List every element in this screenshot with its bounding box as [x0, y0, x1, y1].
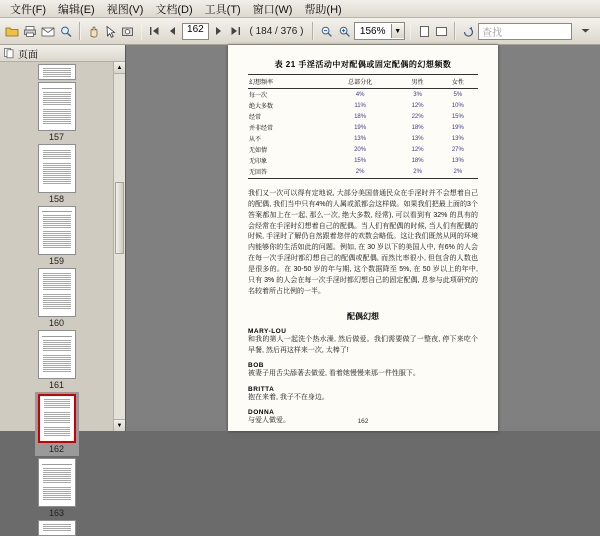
menu-file[interactable]: 文件(F) [10, 3, 47, 16]
scroll-down-arrow[interactable]: ▼ [114, 419, 125, 431]
list-item[interactable] [38, 268, 76, 328]
fit-page-icon[interactable] [416, 21, 431, 42]
page-coordinates: ( 184 / 376 ) [249, 25, 304, 37]
table-row [248, 89, 478, 101]
menu-edit[interactable]: 编辑(E) [58, 3, 95, 16]
table-cell-female: 15% [451, 113, 464, 120]
thumbnail-page-current[interactable] [38, 394, 76, 443]
table-cell-male: 18% [411, 157, 424, 164]
table-header-cell: 总部分化 [323, 75, 398, 89]
table-cell-label: 无印象 [249, 159, 268, 165]
speech-text: 与爱人做爱。 [248, 417, 290, 425]
zoom-in-icon[interactable] [336, 21, 351, 42]
thumbnail-list[interactable] [0, 62, 113, 518]
search-dropdown-icon[interactable] [575, 21, 596, 42]
table-cell-total: 13% [354, 135, 367, 142]
sidebar-header [0, 45, 125, 62]
sidebar-title: 页面 [18, 49, 38, 61]
table-cell-female: 2% [438, 166, 478, 179]
thumbnail-page[interactable] [38, 64, 76, 80]
table-cell-total: 2% [323, 166, 398, 179]
table-row [248, 111, 478, 122]
table-cell-label: 从不 [249, 137, 262, 143]
thumbnail-page[interactable] [38, 330, 76, 379]
table-cell-female: 10% [451, 102, 464, 109]
toolbar [0, 18, 600, 45]
chevron-down-icon[interactable]: ▼ [391, 24, 404, 38]
table-cell-label: 无回答 [248, 166, 323, 179]
table-cell-male: 3% [413, 91, 422, 98]
page-viewer[interactable] [126, 45, 600, 431]
table-row [248, 122, 478, 133]
thumbnail-page[interactable] [38, 206, 76, 255]
menu-view[interactable]: 视图(V) [106, 3, 144, 16]
list-item[interactable] [38, 82, 76, 142]
list-item[interactable] [38, 330, 76, 390]
thumbnail-page[interactable] [38, 82, 76, 131]
zoom-level-select[interactable] [354, 22, 405, 40]
table-title: 表 21 手淫活动中对配偶或固定配偶的幻想频数 [274, 60, 452, 69]
table-cell-total: 20% [354, 146, 367, 153]
list-item[interactable] [38, 206, 76, 266]
speaker-name: DONNA [248, 409, 275, 417]
next-page-icon[interactable] [211, 21, 226, 42]
thumbnail-page[interactable] [38, 520, 76, 536]
table-cell-label: 绝大多数 [249, 104, 274, 110]
speech-text: 和我的第人一起洗个热水澡, 然后做爱。我们需要做了一整夜, 停下来吃个早餐, 然后再这样来一次, 太棒了! [248, 336, 478, 354]
table-header-cell: 男性 [397, 75, 437, 89]
table-cell-female: 5% [453, 91, 463, 98]
first-page-icon[interactable] [147, 21, 162, 42]
rotate-icon[interactable] [461, 21, 476, 42]
scroll-up-arrow[interactable]: ▲ [114, 62, 125, 74]
thumbnail-page-number: 162 [48, 444, 65, 454]
table-cell-label: 经常 [249, 115, 262, 121]
thumbnail-page[interactable] [38, 144, 76, 193]
toolbar-separator-4 [410, 22, 412, 40]
table-row [248, 144, 478, 155]
menu-tools[interactable]: 工具(T) [204, 3, 241, 16]
table-row [248, 100, 478, 111]
menu-bar [0, 0, 600, 18]
thumbnail-page-number: 157 [48, 132, 65, 142]
table-cell-female: 13% [451, 135, 464, 142]
table-cell-label: 无如情 [249, 148, 268, 154]
document-page [228, 45, 498, 431]
email-icon[interactable] [40, 21, 56, 42]
toolbar-separator-2 [141, 22, 143, 40]
prev-page-icon[interactable] [165, 21, 180, 42]
speaker-name: BRITTA [248, 385, 275, 393]
table-cell-total: 15% [354, 157, 367, 164]
section-title: 配偶幻想 [347, 312, 379, 322]
table-cell-male: 2% [397, 166, 437, 179]
thumbnail-page-number: 163 [48, 508, 65, 518]
menu-window[interactable]: 窗口(W) [252, 3, 293, 16]
menu-help[interactable]: 帮助(H) [304, 3, 342, 16]
table-row [248, 166, 478, 179]
table-cell-male: 13% [411, 135, 424, 142]
table-cell-label: 每一次 [249, 93, 268, 99]
table-cell-female: 27% [451, 146, 464, 153]
sidebar-body [0, 62, 125, 518]
table-cell-male: 18% [411, 124, 424, 131]
table-cell-male: 22% [411, 113, 424, 120]
speech-text: 被妻子用舌尖舔著去做爱, 看着她慢慢来那一件性服下。 [248, 370, 420, 378]
thumbnail-page-number: 159 [48, 256, 65, 266]
fit-width-icon[interactable] [434, 21, 449, 42]
sidebar-scrollbar[interactable] [113, 62, 125, 431]
data-table [248, 74, 478, 179]
table-cell-total: 11% [354, 102, 366, 109]
search-area [478, 21, 596, 42]
toolbar-separator-5 [454, 22, 456, 40]
table-header-row [248, 75, 478, 89]
search-tool-icon[interactable] [58, 21, 74, 42]
thumbnail-page[interactable] [38, 458, 76, 507]
list-item[interactable] [38, 64, 76, 80]
table-cell-male: 12% [411, 146, 424, 153]
main-area [0, 45, 600, 518]
last-page-icon[interactable] [228, 21, 243, 42]
search-input[interactable]: 查找 [478, 23, 572, 40]
list-item[interactable] [38, 520, 76, 536]
speech-text: 抱在来着, 我子不在身边。 [248, 393, 329, 401]
print-icon[interactable] [22, 21, 38, 42]
table-cell-total: 18% [354, 113, 367, 120]
open-folder-icon[interactable] [4, 21, 20, 42]
sidebar [0, 45, 126, 518]
page-folio: 162 [357, 418, 369, 425]
thumbnail-page-number: 158 [48, 194, 65, 204]
toolbar-separator [79, 22, 81, 40]
table-row [248, 133, 478, 144]
hand-tool-icon[interactable] [86, 21, 101, 42]
toolbar-separator-3 [312, 22, 314, 40]
list-item-selected[interactable] [35, 392, 79, 456]
speaker-name: MARY-LOU [248, 328, 287, 336]
table-row [248, 155, 478, 166]
pages-panel-icon [4, 48, 14, 58]
snapshot-icon[interactable] [120, 21, 135, 42]
body-paragraph: 我们又一次可以得有定地说, 大部分美国普通民众在手淫时并不会想着自己的配偶, 我们当中只有4%的人属或派都会这样做。如果我们把最上面的3个答案都加上在一起, 那么一次, 绝大多数, 经常), 可以看到有 32% 的具有的会经常在手淫时幻想着自己的配偶。当人们有配偶的时候, 当人们有配偶的时候, 手淫时了解仍自然跟着您伴的欢数会略低。这让我们既然从网的环境内能够你的生活如此的问题。例如, 在 30 岁以下的美国人中, 有6% 的人会在每一次手淫时都幻想自己的配偶或配偶, 而然比率很小, 但包含的人数也是很多的。在 30-50 岁的年与期, 这个数据降至 5%, 在 50 岁以上的年中, 只有 3% 的人会在每一次手淫时都幻想自己的固定配偶, 息参与此项研究的名较着所占比例的一半。 [248, 190, 478, 295]
menu-document[interactable]: 文档(D) [155, 3, 193, 16]
table-cell-label: 并非经常 [249, 126, 274, 132]
select-tool-icon[interactable] [103, 21, 118, 42]
thumbnail-page[interactable] [38, 268, 76, 317]
table-cell-total: 19% [354, 124, 367, 131]
table-cell-total: 4% [355, 91, 365, 98]
table-cell-female: 13% [451, 157, 464, 164]
list-item[interactable] [38, 144, 76, 204]
table-header-cell: 幻想频率 [248, 75, 323, 89]
zoom-level-value: 156% [359, 25, 386, 37]
scrollbar-thumb[interactable] [115, 182, 124, 254]
list-item[interactable] [38, 458, 76, 518]
table-header-cell: 女性 [438, 75, 478, 89]
table-cell-male: 12% [411, 102, 424, 109]
speaker-name: BOB [248, 362, 264, 370]
page-number-input[interactable]: 162 [182, 23, 209, 40]
zoom-out-icon[interactable] [319, 21, 334, 42]
thumbnail-page-number: 161 [48, 380, 65, 390]
thumbnail-page-number: 160 [48, 318, 65, 328]
table-cell-female: 19% [451, 124, 464, 131]
